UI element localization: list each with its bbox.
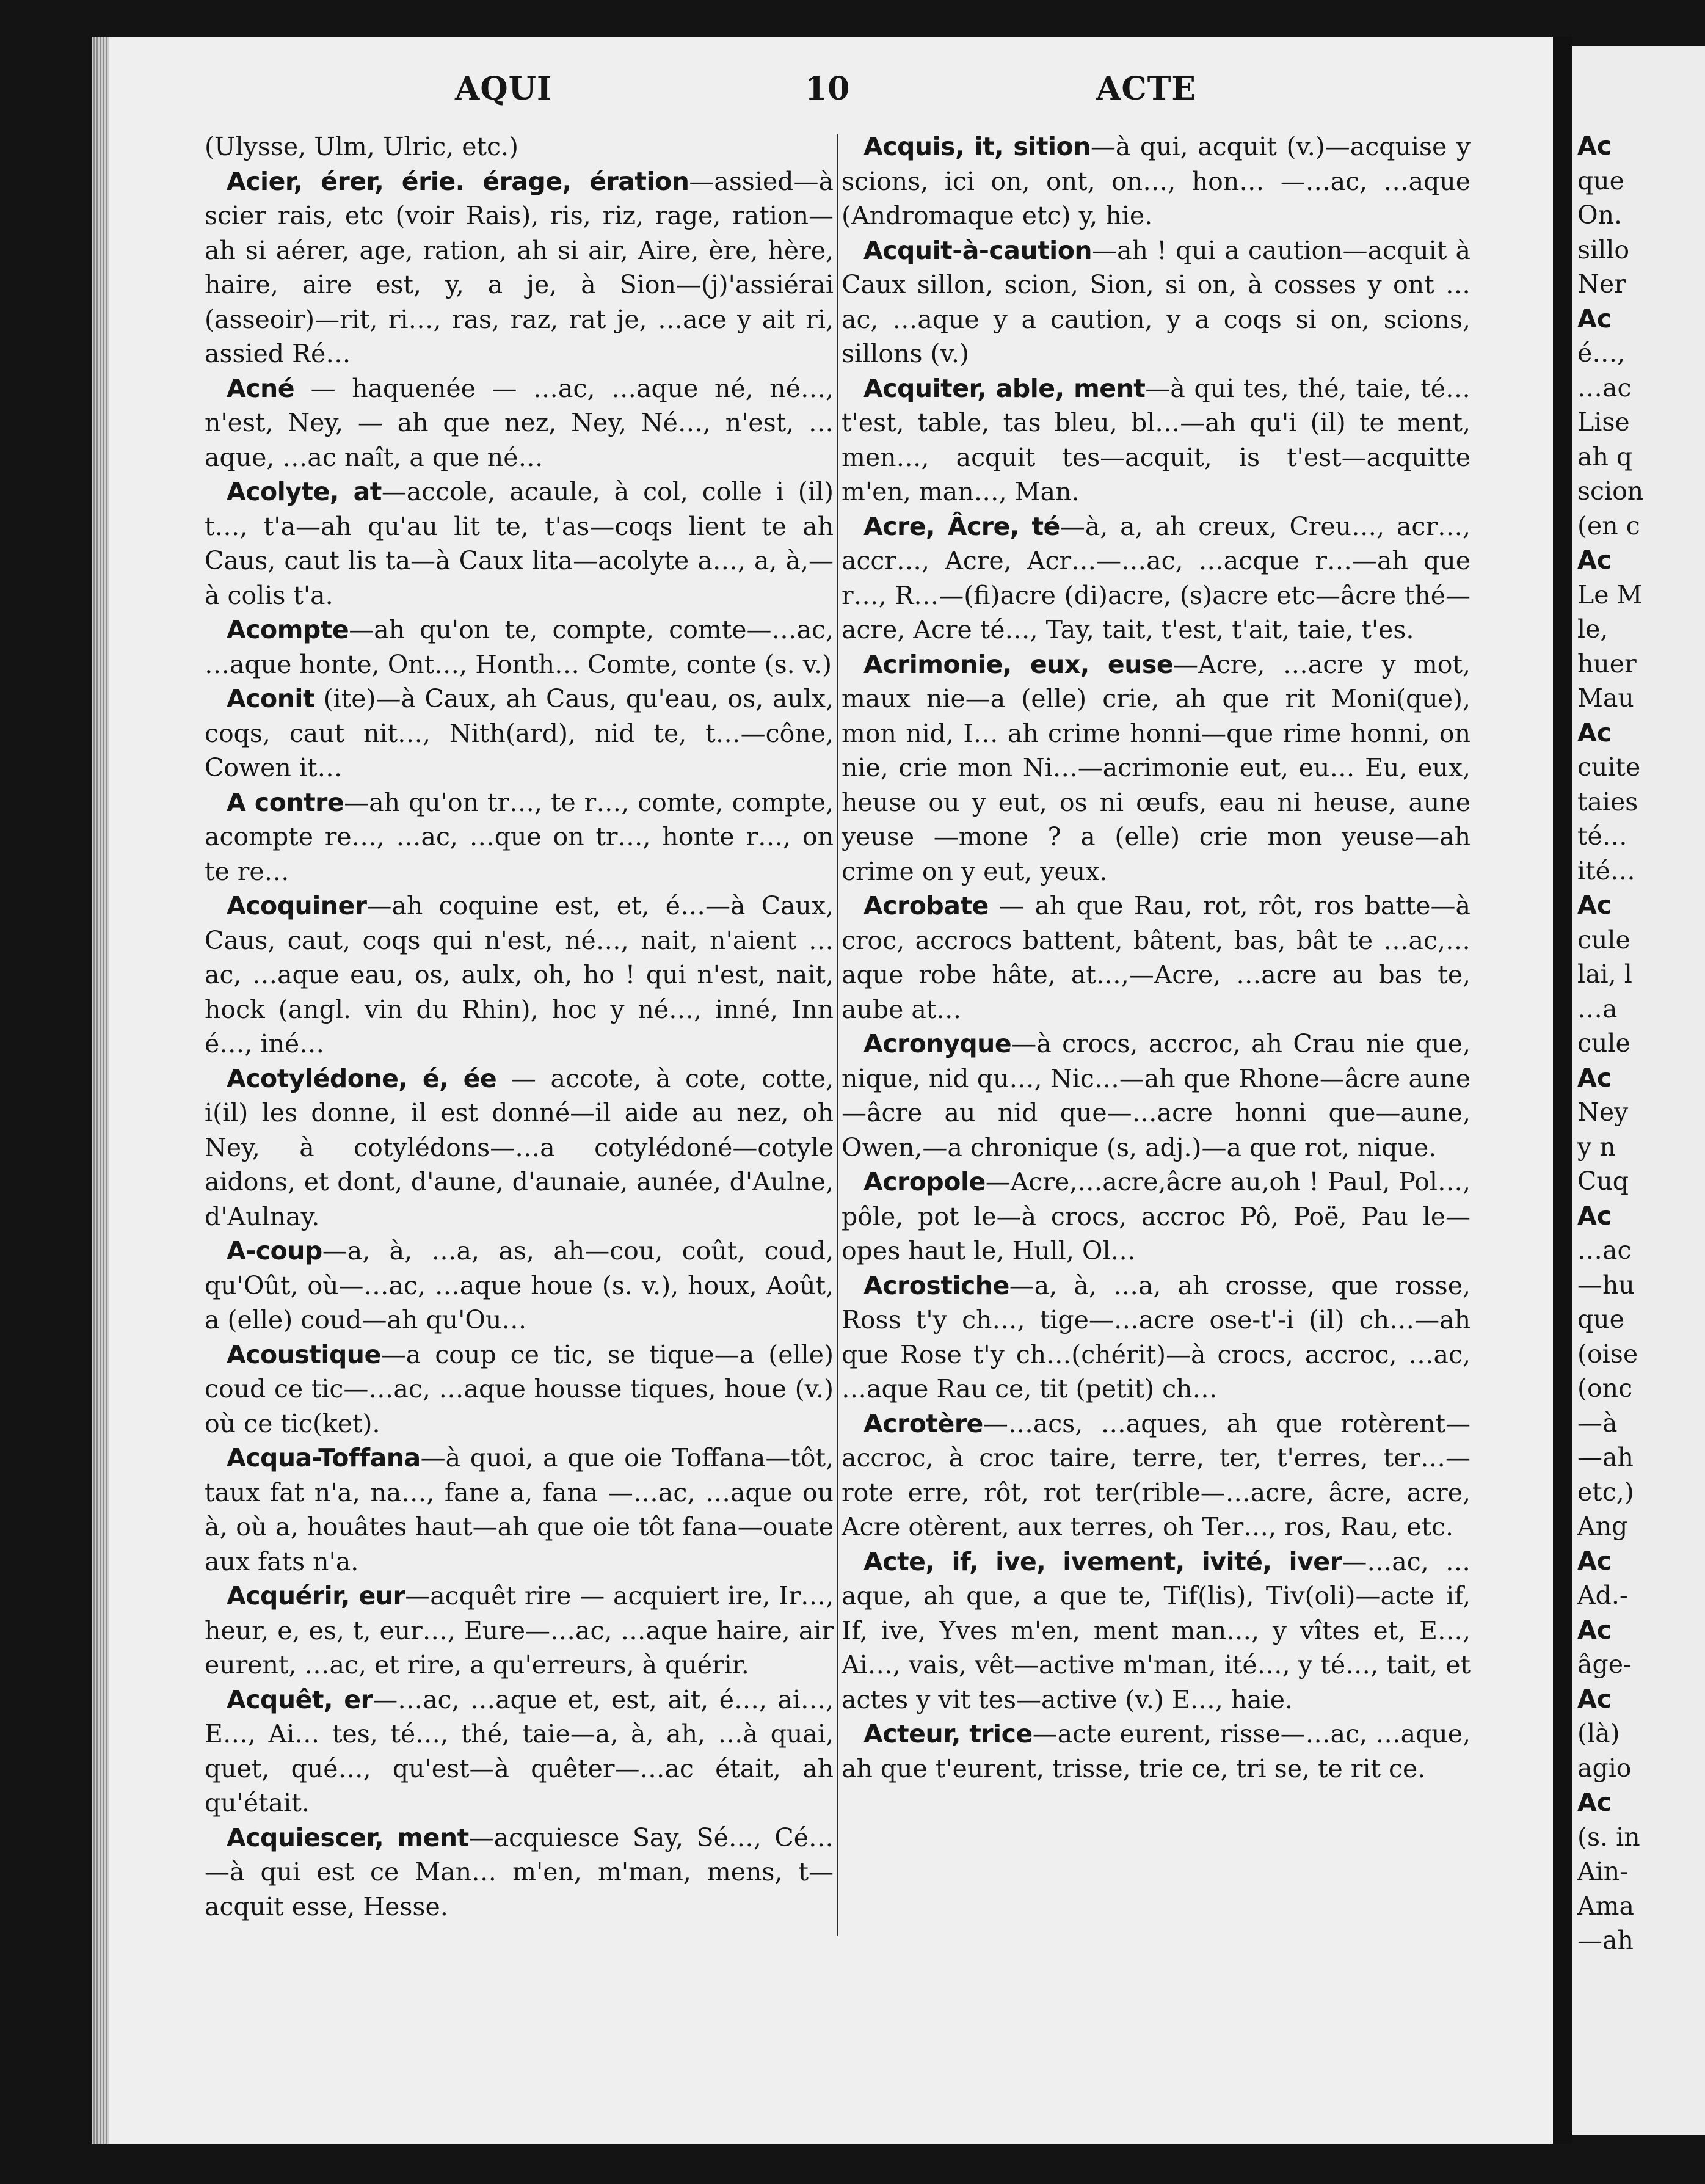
entry-text: —a coup ce tic, se tique—a (elle) coud ce tic—…ac, …aque housse tiques, houe (v.) où ce tic(ket). — [205, 1339, 834, 1438]
entry-text: —ah qu'on te, compte, comte—…ac, …aque honte, Ont…, Honth… Comte, conte (s. v.) — [205, 615, 834, 679]
adjacent-page-line: …ac — [1577, 373, 1632, 402]
left-guide-word: AQUI — [455, 70, 553, 107]
adjacent-page-line: Ner — [1577, 269, 1626, 299]
dictionary-entry — [842, 1269, 1471, 1407]
right-column — [842, 129, 1471, 1786]
entry-headword: Acquêt, er — [227, 1684, 373, 1714]
entry-text: —…acs, …aques, ah que rotèrent—accroc, à croc taire, terre, ter, t'erres, ter…—rote erre, rôt, rot ter(rible—…acre, âcre, acre, Acre otèrent, aux terres, oh Ter…, ros, Rau, etc. — [842, 1408, 1471, 1542]
adjacent-page-line: —ah — [1577, 1443, 1634, 1472]
entry-headword: A-coup — [227, 1236, 322, 1265]
dictionary-entry — [205, 1061, 834, 1234]
entry-text: — haquenée — …ac, …aque né, né…, n'est, Ney, — ah que nez, Ney, Né…, n'est, …aque, …ac naît, a que né… — [205, 373, 834, 472]
entry-headword: Acteur, trice — [863, 1719, 1033, 1749]
dictionary-entry — [842, 889, 1471, 1027]
adjacent-page-line: Mau — [1577, 683, 1634, 713]
adjacent-page-line: Le M — [1577, 580, 1643, 610]
adjacent-page-line: Ain- — [1577, 1857, 1628, 1886]
adjacent-page-line: que — [1577, 1305, 1624, 1334]
dictionary-entry — [205, 682, 834, 785]
entry-headword: Acquiter, able, ment — [863, 373, 1146, 403]
adjacent-page-line: Ac — [1577, 1684, 1612, 1714]
dictionary-entry — [205, 1234, 834, 1338]
entry-text: (ite)—à Caux, ah Caus, qu'eau, os, aulx, coqs, caut nit…, Nith(ard), nid te, t…—cône, Cowen it… — [205, 684, 834, 782]
dictionary-entry — [842, 1407, 1471, 1545]
dictionary-entry — [842, 647, 1471, 889]
entry-text: —Acre, …acre y mot, maux nie—a (elle) crie, ah que rit Moni(que), mon nid, I… ah crime honni—que rime honni, on nie, crie mon Ni…—acrimonie eut, eu… Eu, eux, heuse ou y eut, os ni œufs, eau ni heuse, aune yeuse —mone ? a (elle) crie mon yeuse—ah crime on y eut, yeux. — [842, 649, 1471, 886]
adjacent-page-line: agio — [1577, 1753, 1632, 1783]
book-spine-gutter — [1553, 37, 1572, 2144]
adjacent-page-line: scion — [1577, 476, 1644, 506]
entry-headword: Acier, érer, érie. érage, ération — [227, 166, 689, 196]
adjacent-page-line: âge- — [1577, 1650, 1632, 1679]
dictionary-entry — [205, 785, 834, 889]
adjacent-page-line: Lise — [1577, 407, 1630, 437]
adjacent-page-line: cuite — [1577, 752, 1641, 782]
entry-headword: Acquiescer, ment — [227, 1822, 469, 1852]
adjacent-page-line: (oise — [1577, 1339, 1638, 1369]
page-edge-stack — [92, 37, 109, 2144]
dictionary-entry — [842, 371, 1471, 509]
dictionary-entry — [842, 1165, 1471, 1269]
adjacent-page-line: cule — [1577, 1028, 1630, 1058]
entry-headword: Acoquiner — [227, 891, 367, 920]
adjacent-page-line: lai, l — [1577, 959, 1632, 989]
dictionary-entry — [842, 1717, 1471, 1786]
adjacent-page-line: que — [1577, 166, 1624, 195]
entry-headword: A contre — [227, 787, 344, 817]
adjacent-page-line: Ac — [1577, 1788, 1612, 1817]
entry-text: —à quoi, a que oie Toffana—tôt, taux fat n'a, na…, fane a, fana —…ac, …aque ou à, où a, houâtes haut—ah que oie tôt fana—ouate aux fats n'a. — [205, 1443, 834, 1576]
dictionary-entry — [842, 129, 1471, 233]
entry-text: —assied—à scier rais, etc (voir Rais), ris, riz, rage, ration—ah si aérer, age, ration, ah si air, Aire, ère, hère, haire, aire est, y, a je, à Sion—(j)'assiérai (asseoir)—rit, ri…, ras, raz, rat je, …ace y ait ri, assied Ré… — [205, 166, 834, 368]
dictionary-entry — [205, 1683, 834, 1821]
entry-text: —…ac, …aque, ah que, a que te, Tif(lis), Tiv(oli)—acte if, If, ive, Yves m'en, ment man…, y vîtes et, E…, Ai…, vais, vêt—active m'man, ité…, y té…, tait, et actes y vit tes—active (v.) E…, haie. — [842, 1546, 1471, 1714]
entry-text: —…ac, …aque et, est, ait, é…, ai…, E…, Ai… tes, té…, thé, taie—a, à, ah, …à quai, quet, qué…, qu'est—à quêter—…ac était, ah qu'était. — [205, 1684, 834, 1818]
entry-text: —a, à, …a, ah crosse, que rosse, Ross t'y ch…, tige—…acre ose-t'-i (il) ch…—ah que Rose t'y ch…(chérit)—à crocs, accroc, …ac, …aque Rau ce, tit (petit) ch… — [842, 1270, 1471, 1403]
adjacent-page-line: Ang — [1577, 1512, 1628, 1541]
entry-headword: Acrimonie, eux, euse — [863, 649, 1174, 679]
entry-headword: Aconit — [227, 684, 315, 713]
entry-headword: Acte, if, ive, ivement, ivité, iver — [863, 1546, 1342, 1576]
entry-headword: Acrostiche — [863, 1270, 1009, 1300]
adjacent-page-line: …ac — [1577, 1236, 1632, 1265]
entry-text: —à qui, acquit (v.)—acquise y scions, ici on, ont, on…, hon… —…ac, …aque (Andromaque etc) y, hie. — [842, 132, 1471, 230]
adjacent-page-line: —à — [1577, 1408, 1618, 1438]
entry-text: —Acre,…acre,âcre au,oh ! Paul, Pol…, pôle, pot le—à crocs, accroc Pô, Poë, Pau le—opes haut le, Hull, Ol… — [842, 1167, 1471, 1265]
entry-headword: Acquis, it, sition — [863, 132, 1091, 161]
entry-text: — ah que Rau, rot, rôt, ros batte—à croc, accrocs battent, bâtent, bas, bât te …ac,…aque robe hâte, at…,—Acre, …acre au bas te, aube at… — [842, 891, 1471, 1024]
adjacent-page-line: (en c — [1577, 511, 1640, 541]
dictionary-entry — [842, 1027, 1471, 1165]
adjacent-page-line: etc,) — [1577, 1477, 1634, 1507]
adjacent-page-line: le, — [1577, 614, 1609, 644]
entry-text: —à crocs, accroc, ah Crau nie que, nique, nid qu…, Nic…—ah que Rhone—âcre aune—âcre au nid que—…acre honni que—aune, Owen,—a chronique (s, adj.)—a que rot, nique. — [842, 1029, 1471, 1162]
adjacent-page-line: taies — [1577, 787, 1638, 817]
dictionary-entry — [205, 475, 834, 613]
entry-headword: Acqua-Toffana — [227, 1443, 421, 1472]
adjacent-page-fragment — [1572, 46, 1705, 2135]
adjacent-page-line: Ac — [1577, 545, 1612, 575]
entry-headword: Acquérir, eur — [227, 1581, 405, 1611]
entry-text: —acquiesce Say, Sé…, Cé…—à qui est ce Man… m'en, m'man, mens, t—acquit esse, Hesse. — [205, 1822, 834, 1921]
adjacent-page-line: Ney — [1577, 1097, 1629, 1127]
entry-headword: Acompte — [227, 615, 349, 644]
adjacent-page-line: y n — [1577, 1132, 1616, 1162]
dictionary-entry — [205, 889, 834, 1061]
adjacent-page-line: cule — [1577, 925, 1630, 955]
entry-headword: Acrotère — [863, 1408, 983, 1438]
entry-text: —a, à, …a, as, ah—cou, coût, coud, qu'Oût, où—…ac, …aque houe (s. v.), houx, Août, a (elle) coud—ah qu'Ou… — [205, 1236, 834, 1334]
dictionary-entry — [205, 1338, 834, 1441]
dictionary-entry — [205, 613, 834, 682]
entry-headword: Acropole — [863, 1167, 986, 1196]
adjacent-page-line: Ama — [1577, 1891, 1634, 1921]
entry-headword: Acotylédone, é, ée — [227, 1063, 497, 1093]
dictionary-entry — [842, 509, 1471, 647]
dictionary-entry — [842, 233, 1471, 371]
entry-text: (Ulysse, Ulm, Ulric, etc.) — [205, 132, 518, 161]
adjacent-page-line: Ac — [1577, 1063, 1612, 1093]
adjacent-page-line: té… — [1577, 821, 1627, 851]
entry-headword: Acquit-à-caution — [863, 235, 1092, 265]
adjacent-page-line: Ac — [1577, 131, 1612, 161]
entry-headword: Acoustique — [227, 1339, 381, 1369]
entry-text: —ah ! qui a caution—acquit à Caux sillon, scion, Sion, si on, à cosses y ont …ac, …aque y a caution, y a coqs si on, scions, sillons (v.) — [842, 235, 1471, 368]
dictionary-entry — [205, 1579, 834, 1683]
entry-text: —ah coquine est, et, é…—à Caux, Caus, caut, coqs qui n'est, né…, nait, n'aient …ac, …aque eau, os, aulx, oh, ho ! qui n'est, nait, hock (angl. vin du Rhin), hoc y né…, inné, Inn é…, iné… — [205, 891, 834, 1058]
dictionary-entry — [205, 164, 834, 371]
adjacent-page-line: —hu — [1577, 1270, 1635, 1300]
page-number: 10 — [805, 70, 851, 107]
right-guide-word: ACTE — [1096, 70, 1197, 107]
adjacent-page-line: On. — [1577, 200, 1623, 230]
entry-text: —à, a, ah creux, Creu…, acr…, accr…, Acre, Acr…—…ac, …acque r…—ah que r…, R…—(fi)acre (di)acre, (s)acre etc—âcre thé—acre, Acre té…, Tay, tait, t'est, t'ait, taie, t'es. — [842, 511, 1471, 644]
entry-headword: Acronyque — [863, 1029, 1012, 1058]
adjacent-page-line: Ac — [1577, 1615, 1612, 1645]
dictionary-entry — [205, 371, 834, 475]
entry-headword: Acrobate — [863, 891, 989, 920]
entry-text: —acte eurent, risse—…ac, …aque, ah que t'eurent, trisse, trie ce, tri se, te rit ce. — [842, 1719, 1471, 1783]
adjacent-page-line: sillo — [1577, 235, 1630, 264]
adjacent-page-line: Ac — [1577, 718, 1612, 748]
entry-text: —acquêt rire — acquiert ire, Ir…, heur, e, es, t, eur…, Eure—…ac, …aque haire, air eurent, …ac, et rire, a qu'erreurs, à quérir. — [205, 1581, 834, 1680]
adjacent-page-line: Ac — [1577, 1201, 1612, 1231]
entry-headword: Acné — [227, 373, 295, 403]
adjacent-page-line: ah q — [1577, 442, 1633, 471]
entry-text: —à qui tes, thé, taie, té… t'est, table, tas bleu, bl…—ah qu'i (il) te ment, men…, acquit tes—acquit, is t'est—acquitte m'en, man…, Man. — [842, 373, 1471, 506]
adjacent-page-line: Ac — [1577, 304, 1612, 333]
adjacent-page-line: (là) — [1577, 1719, 1620, 1748]
adjacent-page-line: ité… — [1577, 856, 1635, 886]
adjacent-page-line: Cuq — [1577, 1167, 1629, 1196]
dictionary-entry — [205, 1441, 834, 1579]
adjacent-page-line: Ac — [1577, 890, 1612, 920]
entry-headword: Acre, Âcre, té — [863, 511, 1060, 541]
dictionary-entry — [205, 1821, 834, 1924]
adjacent-page-line: Ad.- — [1577, 1581, 1628, 1610]
entry-text: —accole, acaule, à col, colle i (il) t…, t'a—ah qu'au lit te, t'as—coqs lient te ah Caus, caut lis ta—à Caux lita—acolyte a…, a, à,—à colis t'a. — [205, 477, 834, 610]
column-divider — [837, 134, 838, 1936]
adjacent-page-line: (onc — [1577, 1374, 1633, 1403]
dictionary-entry — [205, 129, 834, 164]
adjacent-page-line: huer — [1577, 649, 1637, 679]
adjacent-page-line: …a — [1577, 994, 1618, 1024]
dictionary-entry — [842, 1545, 1471, 1717]
left-column — [205, 129, 834, 1924]
adjacent-page-line: (s. in — [1577, 1822, 1640, 1852]
adjacent-page-line: Ac — [1577, 1546, 1612, 1576]
adjacent-page-line: é…, — [1577, 338, 1626, 368]
adjacent-page-line: —ah — [1577, 1926, 1634, 1955]
entry-text: — accote, à cote, cotte, i(il) les donne, il est donné—il aide au nez, oh Ney, à cotylédons—…a cotylédoné—cotyle aidons, et dont, d'aune, d'aunaie, aunée, d'Aulne, d'Aulnay. — [205, 1063, 834, 1231]
entry-text: —ah qu'on tr…, te r…, comte, compte, acompte re…, …ac, …que on tr…, honte r…, on te re… — [205, 787, 834, 886]
entry-headword: Acolyte, at — [227, 477, 382, 506]
